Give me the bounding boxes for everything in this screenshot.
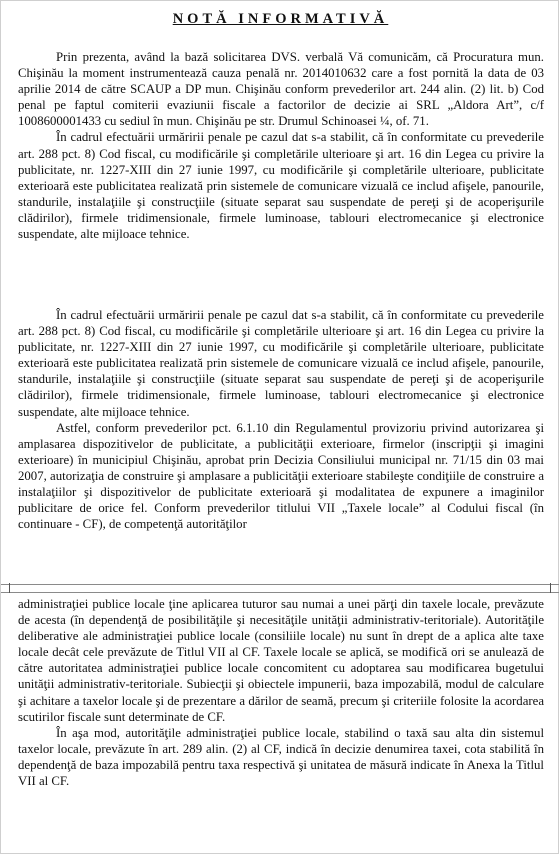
paragraph-finding-1: În cadrul efectuării urmăririi penale pe cazul dat s-a stabilit, că în conformitate cu prevederile art. 288 pct. 8) Cod fiscal, cu modificările şi completările ulterioare şi art. 16 din Legea cu privire la publicitate, nr. 1227-XIII din 27 iunie 1997, cu modificările şi completările ulterioare, publicitate exterioară este publicitatea realizată prin sistemele de comunicare vizuală ce includ afişele, panourile, standurile, instalaţiile şi construcţiile (situate separat sau suspendate de pereţi şi de acoperişurile clădirilor), firmele tridimensionale, firmele luminoase, tablouri electromecanice şi electronice suspendate, alte mijloace tehnice. [18,130,544,242]
text-block-lower [18,596,544,789]
text-block-upper [18,49,544,242]
paragraph-finding-2: În cadrul efectuării urmăririi penale pe cazul dat s-a stabilit, că în conformitate cu prevederile art. 288 pct. 8) Cod fiscal, cu modificările şi completările ulterioare şi art. 16 din Legea cu privire la publicitate, nr. 1227-XIII din 27 iunie 1997, cu modificările şi completările ulterioare, publicitate exterioară este publicitatea realizată prin sistemele de comunicare vizuală ce includ afişele, panourile, standurile, instalaţiile şi construcţiile (situate separat sau suspendate de pereţi şi de acoperişurile clădirilor), firmele tridimensionale, firmele luminoase, tablouri electromecanice şi electronice suspendate, alte mijloace tehnice. [18,308,544,419]
page-break-line-top [1,584,559,585]
page-break-mark-right [550,583,551,593]
paragraph-conclusion: În aşa mod, autorităţile administraţiei publice locale, stabilind o taxă sau alta din sistemul taxelor locale, prevăzute în art. 289 alin. (2) al CF, indică în decizie denumirea taxei, cota stabilită în dependenţă de baza impozabilă pentru taxa respectivă şi unitatea de măsură indicate în Anexa la Titlul VII al CF. [18,725,544,789]
paragraph-regulation: Astfel, conform prevederilor pct. 6.1.10 din Regulamentul provizoriu privind autorizarea şi amplasarea dispozitivelor de publicitate, a publicităţii exterioare, firmelor (inscripţii şi imagini exterioare) în municipiul Chişinău, aprobat prin Decizia Consiliului municipal nr. 71/15 din 03 mai 2007, autorizaţia de construire şi amplasare a publicităţii exterioare stabileşte condiţiile de construire a instalaţiilor şi dispozitivelor de publicitate exterioară şi modalitatea de expunere a imaginilor publicitare de orice fel. Conform prevederilor titlului VII „Taxele locale” al Codului fiscal (în continuare - CF), de competenţă autorităţilor [18,420,544,532]
page-break-mark-left [9,583,10,593]
text-block-middle [18,307,544,532]
page-break-line-bottom [1,592,559,593]
document-title: NOTĂ INFORMATIVĂ [172,11,389,27]
paragraph-continuation: administraţiei publice locale ţine aplicarea tuturor sau numai a unei părţi din taxele locale, prevăzute de acesta (în dependenţă de posibilităţile şi necesităţile unităţii administrativ-teritoriale). Autorităţile deliberative ale administraţiei publice locale (consiliile locale) nu sunt în drept de a aplica alte taxe locale decât cele prevăzute de Titlul VII al CF. Taxele locale se aplică, se modifică ori se anulează de către autoritatea administraţiei publice locale concomitent cu adoptarea sau modificarea bugetului unităţii administrativ-teritoriale. Subiecţii şi obiectele impunerii, baza impozabilă, modul de calculare şi achitare a taxelor locale şi de prezentare a dărilor de seamă, precum şi criteriile folosite la acordarea scutirilor fiscale sunt determinate de CF. [18,597,544,724]
paragraph-intro: Prin prezenta, având la bază solicitarea DVS. verbală Vă comunicăm, că Procuratura mun. Chişinău la moment instrumentează cauza penală nr. 2014010632 care a fost pornită la data de 03 aprilie 2014 de către SCAUP a DP mun. Chişinău conform prevederilor art. 244 alin. (2) lit. b) Cod penal pe faptul comiterii evaziunii fiscale a factorilor de decizie ai SRL „Aldora Art”, c/f 1008600001433 cu sediul în mun. Chişinău pe str. Drumul Schinoasei ¼, of. 71. [18,50,544,129]
